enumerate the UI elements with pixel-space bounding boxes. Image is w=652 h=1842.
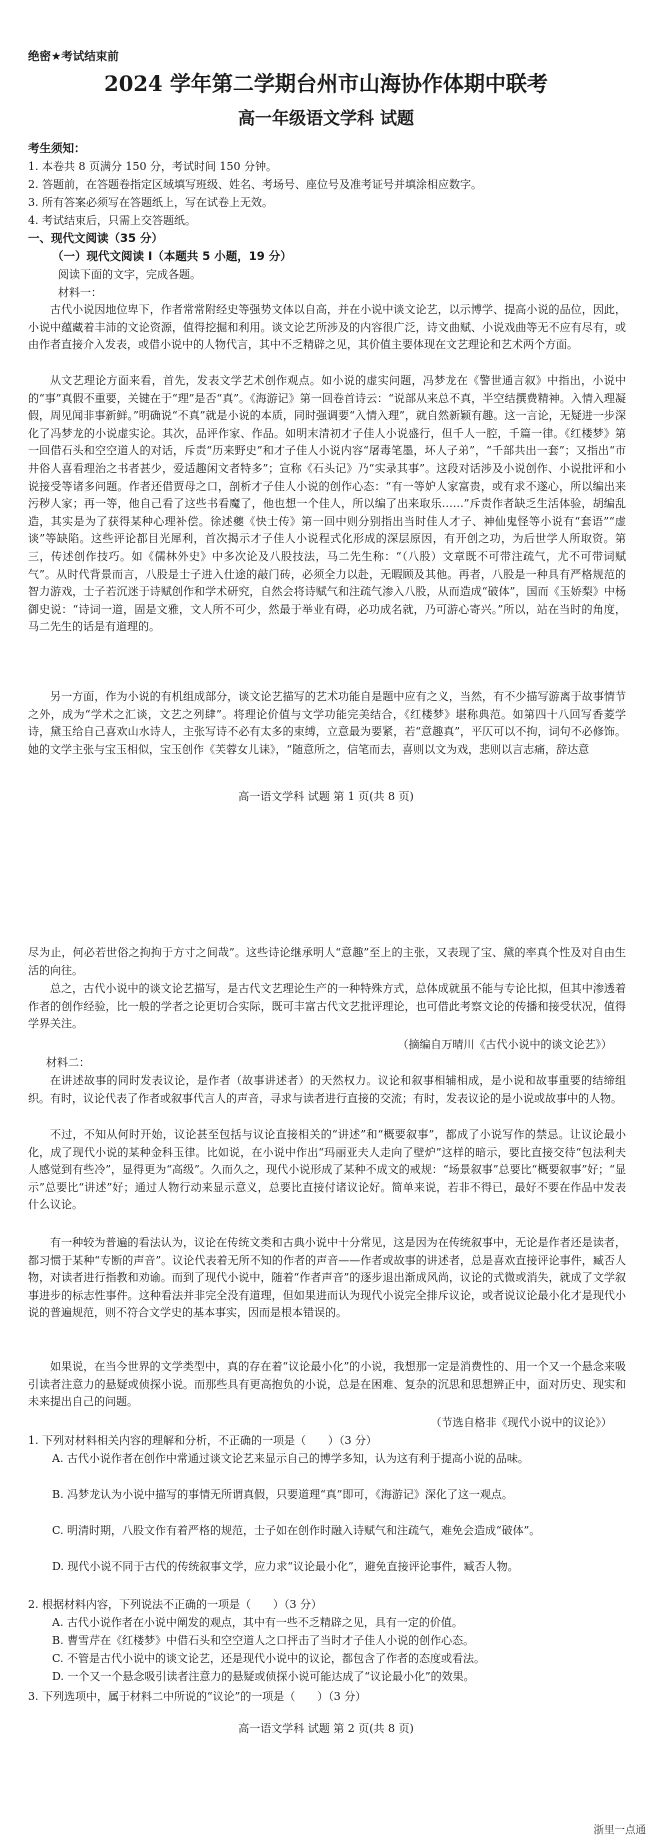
question-2: 2. 根据材料内容，下列说法不正确的一项是（ ）（3 分） [28,1598,322,1611]
paragraph: 总之，古代小说中的谈文论艺描写，是古代文艺理论生产的一种特殊方式，总体成就虽不能与专论比拟，但其中渗透着作者的创作经验，比一般的学者之论更切合实际，既可丰富古代文艺批评理论，也可借此考察文论的传播和接受状况，值得学界关注。 [28,982,626,1031]
question-3: 3. 下列选项中，属于材料二中所说的“议论”的一项是（ ）（3 分） [28,1690,367,1703]
note-item: 2. 答题前，在答题卷指定区域填写班级、姓名、考场号、座位号及准考证号并填涂相应数字。 [28,178,482,191]
paragraph: 如果说，在当今世界的文学类型中，真的存在着“议论最小化”的小说，我想那一定是消费性的、用一个又一个悬念来吸引读者注意力的悬疑或侦探小说。而那些具有更高抱负的小说，总是在困难、复杂的沉思和思想辨正中，面对历史、现实和未来提出自己的问题。 [28,1360,626,1409]
note-item: 3. 所有答案必须写在答题纸上，写在试卷上无效。 [28,196,273,209]
exam-subtitle: 高一年级语文学科 试题 [238,109,414,129]
page-footer: 高一语文学科 试题 第 2 页(共 8 页) [238,1722,414,1735]
option-b: B. 曹雪芹在《红楼梦》中借石头和空空道人之口抨击了当时才子佳人小说的创作心态。 [52,1634,475,1647]
exam-page-1 [0,0,652,836]
notes-heading: 考生须知： [28,141,86,155]
question-1: 1. 下列对材料相关内容的理解和分析，不正确的一项是（ ）（3 分） [28,1434,377,1447]
exam-page-2 [0,944,652,1842]
subsection-heading: （一）现代文阅读 I（本题共 5 小题，19 分） [52,249,292,263]
source-citation: （摘编自万晴川《古代小说中的谈文论艺》） [397,1038,612,1051]
watermark: 浙里一点通 [593,1824,646,1836]
paragraph: 尽为止，何必若世俗之拘拘于方寸之间哉”。这些诗论继承明人“意趣”至上的主张，又表现了宝、黛的率真个性及对自由生活的向往。 [28,946,626,977]
paragraph: 从文艺理论方面来看，首先，发表文学艺术创作观点。如小说的虚实问题，冯梦龙在《警世通言叙》中指出，小说中的“事”真假不重要，关键在于“理”是否“真”。《海游记》第一回卷首诗云：“说部从来总不真，半空结撰费精神。入情入理凝假，周见闻非事新鲜。”明确说“不真”就是小说的本质，同时强调要“入情入理”，就自然新颖有趣。这一言论，无疑进一步深化了冯梦龙的小说虚实论。其次，品评作家、作品。如明末清初才子佳人小说盛行，但千人一腔，千篇一律。《红楼梦》第一回借石头和空空道人的对话，斥责“历来野史”和才子佳人小说内容“屠毒笔墨，坏人子弟”，“千部共出一套”；又指出“市井俗人喜看理治之书者甚少，爱适趣闲文者特多”；宣称《石头记》乃“实录其事”。这段对话涉及小说创作、小说批评和小说接受等诸多问题。作者还借贾母之口，剖析才子佳人小说的创作心态：“有一等妒人家富贵，或有求不遂心，所以编出来污秽人家；再一等，他自己看了这些书看魔了，他也想一个佳人，所以编了出来取乐……”斥责作者缺乏生活体验，胡编乱造，其实是为了获得某种心理补偿。徐述夔《快士传》第一回中则分别指出当时佳人才子、神仙鬼怪等小说有“套语”“虚谈”等缺陷。这些评论都目光犀利，首次揭示才子佳人小说程式化形成的深层原因，有开创之功，为后世学人所取资。第三，传述创作技巧。如《儒林外史》中多次论及八股技法，马二先生称：“（八股）文章既不可带注疏气，尤不可带词赋气”。从时代背景而言，八股是士子进入仕途的敲门砖，必须全力以赴，无暇顾及其他。再者，八股是一种具有严格规范的智力游戏，士子若沉迷于诗赋创作和学术研究，自然会将诗赋气和注疏气渗入八股，从而造成“破体”，国而《玉娇梨》中杨御史说：“诗词一道，固是文雅，文人所不可少，然最于举业有碍，必功成名就，乃可游心寄兴。”所以，站在当时的角度，马二先生的话是有道理的。 [28,374,626,634]
secret-label: 绝密★考试结束前 [28,49,119,63]
option-a: A. 古代小说作者在小说中阐发的观点，其中有一些不乏精辟之见，具有一定的价值。 [52,1616,463,1629]
paragraph: 有一种较为普遍的看法认为，议论在传统文类和古典小说中十分常见，这是因为在传统叙事中，无论是作者还是读者，都习惯于某种“专断的声音”。议论代表着无所不知的作者的声音——作者或故事的讲述者，总是喜欢直接评论事件，臧否人物，对读者进行指教和劝谕。而到了现代小说中，随着“作者声音”的逐步退出渐成风尚，议论的式微或消失，就成了文学叙事进步的标志性事件。这种看法并非完全没有道理，但如果进而认为现代小说完全排斥议论，或者说议论最小化才是现代小说的普遍规范，则不符合文学史的基本事实，因而是根本错误的。 [28,1236,626,1320]
option-b: B. 冯梦龙认为小说中描写的事情无所谓真假，只要道理“真”即可，《海游记》深化了这一观点。 [52,1488,513,1501]
material-label: 材料一： [58,286,102,299]
note-item: 1. 本卷共 8 页满分 150 分，考试时间 150 分钟。 [28,160,277,173]
page-footer: 高一语文学科 试题 第 1 页(共 8 页) [238,790,414,803]
material-label: 材料二： [46,1056,90,1069]
option-c: C. 明清时期，八股文作有着严格的规范，士子如在创作时融入诗赋气和注疏气，难免会造成“破体”。 [52,1524,541,1537]
paragraph: 另一方面，作为小说的有机组成部分，谈文论艺描写的艺术功能自是题中应有之义，当然，有不少描写游离于故事情节之外，成为“学术之汇谈，文艺之列肆”。将理论价值与文学功能完美结合，《红楼梦》堪称典范。如第四十八回写香菱学诗，黛玉给自己喜欢山水诗人，主张写诗不必有太多的束缚，立意最为要紧，若“意趣真”，平仄可以不拘，词句不必修饰。她的文学主张与宝玉相似，宝玉创作《芙蓉女儿诔》，“随意所之，信笔而去，喜则以文为戏，悲则以言志痛，辞达意 [28,690,626,756]
instruction: 阅读下面的文字，完成各题。 [58,268,201,281]
page-gap [0,836,652,944]
option-d: D. 现代小说不同于古代的传统叙事文学，应力求“议论最小化”，避免直接评论事件，臧否人物。 [52,1560,519,1573]
note-item: 4. 考试结束后，只需上交答题纸。 [28,214,196,227]
source-citation: （节选自格非《现代小说中的议论》） [430,1416,612,1429]
option-d: D. 一个又一个悬念吸引读者注意力的悬疑或侦探小说可能达成了“议论最小化”的效果。 [52,1670,475,1683]
exam-title: 2024 学年第二学期台州市山海协作体期中联考 [104,71,548,96]
section-heading: 一、现代文阅读（35 分） [28,231,164,245]
option-a: A. 古代小说作者在创作中常通过谈文论艺来显示自己的博学多知，认为这有利于提高小说的品味。 [52,1452,529,1465]
paragraph: 不过，不知从何时开始，议论甚至包括与议论直接相关的“讲述”和“概要叙事”，都成了小说写作的禁忌。让议论最小化，成了现代小说的某种金科玉律。比如说，在小说中作出“玛丽亚夫人走向了壁炉”这样的暗示，要比直接交待“包法利夫人感觉到有些冷”，显得更为“高级”。久而久之，现代小说形成了某种不成文的戒规：“场景叙事”总要比“概要叙事”好；“显示”总要比“讲述”好；通过人物行动来显示意义，总要比直接付诸议论好。简单来说，若非不得已，最好不要在作品中发表什么议论。 [28,1128,626,1212]
paragraph: 在讲述故事的同时发表议论，是作者（故事讲述者）的天然权力。议论和叙事相辅相成，是小说和故事重要的结缔组织。有时，议论代表了作者或叙事代言人的声音，寻求与读者进行直接的交流；有时，发表议论的是小说或故事中的人物。 [28,1074,626,1105]
paragraph: 古代小说因地位卑下，作者常常附经史等强势文体以自高，并在小说中谈文论艺，以示博学、提高小说的品位，因此，小说中蕴藏着丰沛的文论资源，值得挖掘和利用。谈文论艺所涉及的内容很广泛，诗文曲赋、小说戏曲等无不应有尽有，或由作者直接介入发表，或借小说中的人物代言，其中不乏精辟之见，其价值主要体现在文艺理论和艺术两个方面。 [28,303,626,352]
option-c: C. 不管是古代小说中的谈文论艺，还是现代小说中的议论，都包含了作者的态度或看法。 [52,1652,486,1665]
